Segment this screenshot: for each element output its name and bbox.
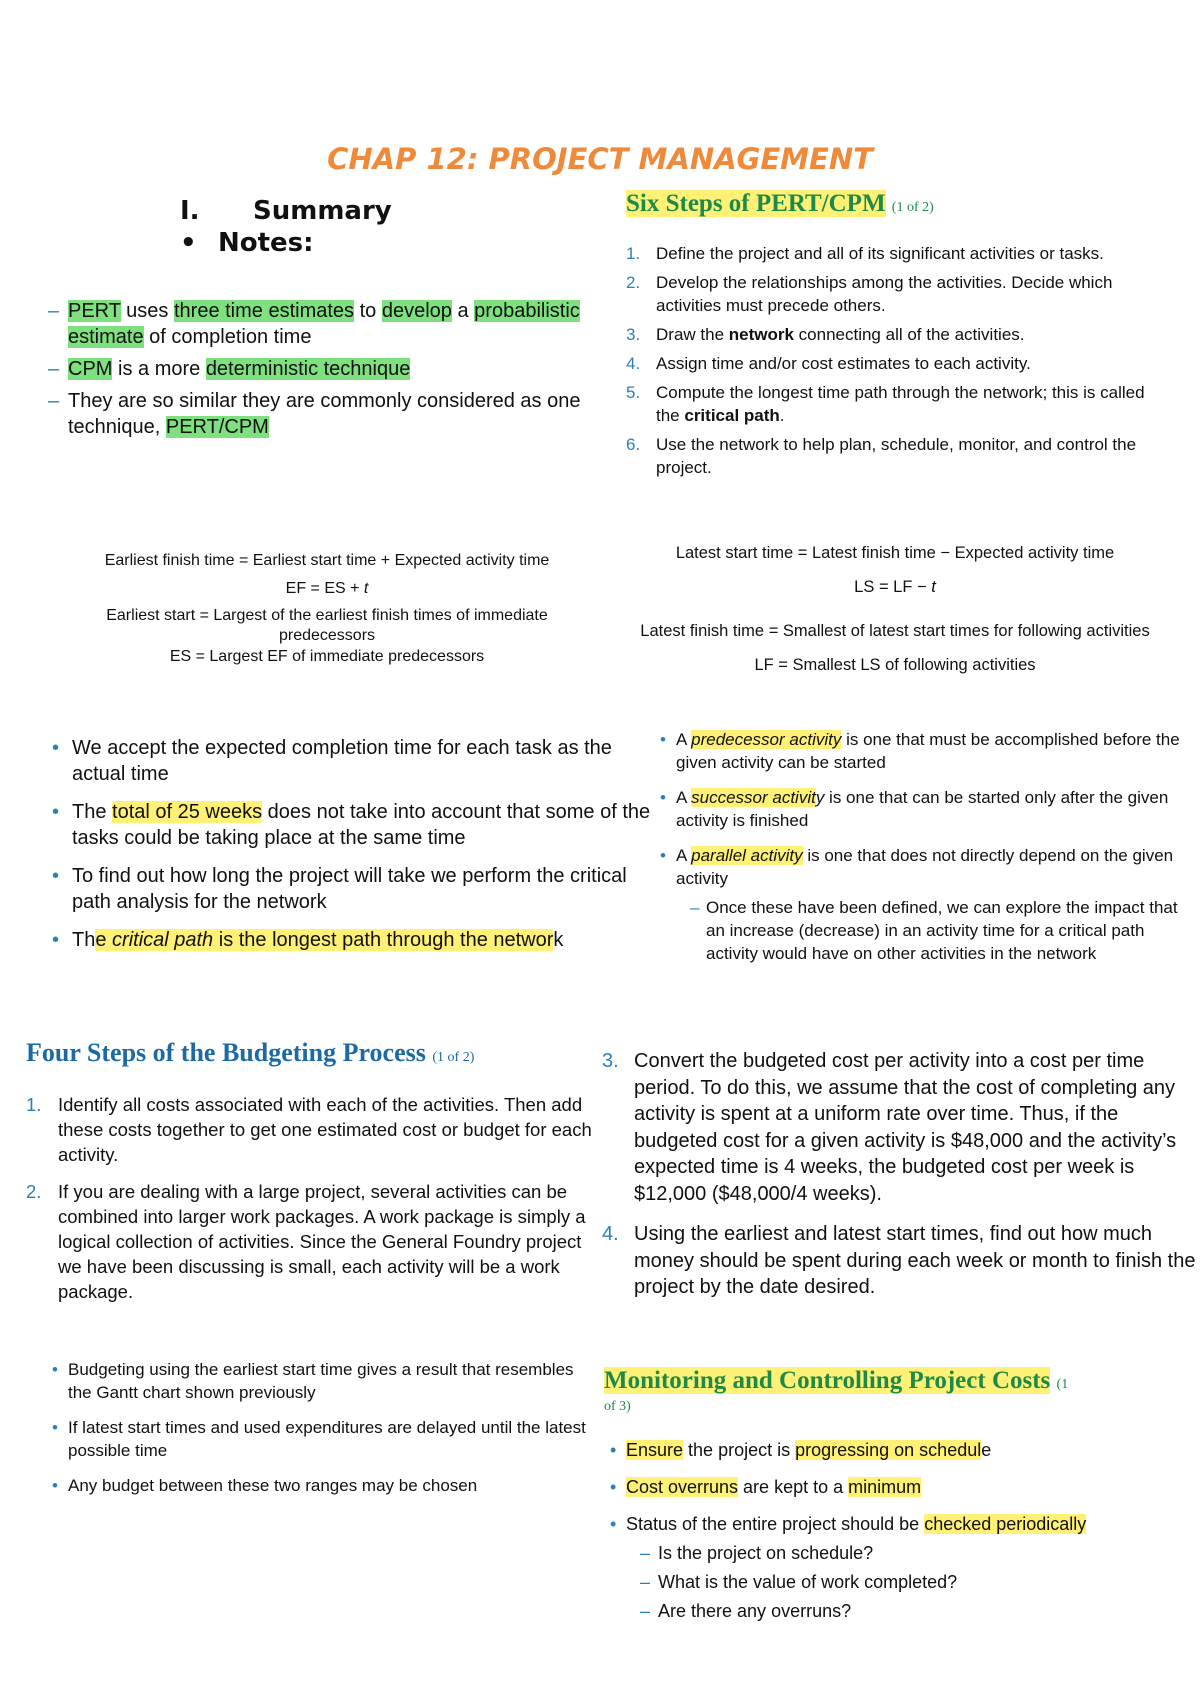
- list-item: [610, 1570, 1180, 1595]
- list-item: [610, 1475, 1180, 1500]
- dash-marker: –: [640, 1543, 651, 1563]
- bullet-marker: •: [610, 1514, 617, 1534]
- text: is one that does not directly depend on the given activity: [676, 846, 1174, 888]
- highlight: parallel activity: [691, 846, 803, 865]
- step-text: Convert the budgeted cost per activity into a cost per time period. To do this, we assume that the cost of completing any activity is spent at a uniform rate over time. Thus, if the budgeted cost for a given activity is $48,000 and the activity’s expected time is 4 weeks, the budgeted cost per week is $12,000 ($48,000/4 weeks).: [634, 1050, 1177, 1205]
- list-item: [48, 356, 588, 382]
- highlight: critical path: [112, 929, 214, 951]
- step-text: Identify all costs associated with each of the activities. Then add these costs together to get one estimated cost or budget for each activity.: [58, 1094, 592, 1165]
- list-item: [26, 1179, 596, 1304]
- highlight: three time estimates: [173, 300, 355, 322]
- step-text: Compute the longest time path through the network; this is called the: [656, 383, 1145, 425]
- step-number: 1.: [26, 1094, 42, 1115]
- bullet-marker: •: [52, 1360, 58, 1379]
- monitoring-list: [610, 1438, 1180, 1624]
- formula: Latest finish time = Smallest of latest start times for following activities: [640, 622, 1150, 640]
- step-text: Draw the: [656, 325, 729, 344]
- step-number: 3.: [602, 1050, 619, 1072]
- list-item: [626, 433, 1146, 479]
- bullet-marker: •: [660, 730, 666, 749]
- highlight: total of 25 weeks: [112, 801, 263, 823]
- bullet-marker: •: [52, 1418, 58, 1437]
- highlight: probabilistic estimate: [68, 300, 580, 348]
- text: Th: [72, 929, 96, 951]
- list-item: [52, 863, 652, 915]
- step-number: 4.: [602, 1223, 619, 1245]
- highlight: Cost overruns: [626, 1477, 739, 1497]
- formulas-right: [600, 542, 1190, 676]
- list-item: [52, 1358, 597, 1404]
- critical-notes: [52, 735, 652, 953]
- formula: [600, 576, 1190, 598]
- list-item: [626, 323, 1146, 346]
- bullet-marker: •: [610, 1440, 617, 1460]
- dash-marker: –: [640, 1601, 651, 1621]
- list-item: [660, 786, 1180, 832]
- pert-term: PERT: [68, 300, 121, 322]
- budget-notes: [52, 1358, 597, 1497]
- budget-steps-right: [602, 1048, 1197, 1301]
- bullet-marker: •: [660, 788, 666, 807]
- highlight: predecessor activity: [691, 730, 842, 749]
- step-text: If you are dealing with a large project, several activities can be combined into larger work packages. A work package is simply a logical collection of activities. Since the General Foundry project we have been discussing is small, each activity will be a work package.: [58, 1181, 586, 1302]
- formula-text: EF = ES +: [285, 580, 364, 597]
- text: A: [676, 788, 692, 807]
- heading-text: Four Steps of the Budgeting Process: [26, 1038, 426, 1067]
- budget-heading: [26, 1038, 474, 1068]
- text: The: [72, 801, 113, 823]
- step-number: 3.: [626, 325, 641, 344]
- formula-var: t: [363, 580, 369, 597]
- highlight: checked periodically: [924, 1514, 1087, 1534]
- dash-marker: –: [690, 898, 700, 917]
- heading-text: Monitoring and Controlling Project Costs: [604, 1367, 1051, 1394]
- text: the project is: [683, 1440, 796, 1460]
- formula: [62, 578, 592, 600]
- list-item: [602, 1221, 1197, 1301]
- text: are kept to a: [738, 1477, 849, 1497]
- bullet-marker: •: [52, 1476, 58, 1495]
- list-item: [52, 735, 652, 787]
- text: Budgeting using the earliest start time gives a result that resembles the Gantt chart shown previously: [68, 1360, 574, 1402]
- list-item: [48, 298, 588, 350]
- formula-var: t: [931, 578, 936, 596]
- highlight: minimum: [848, 1477, 922, 1497]
- highlight: develop: [381, 300, 452, 322]
- text: Are there any overruns?: [658, 1601, 852, 1621]
- text: Status of the entire project should be: [626, 1514, 925, 1534]
- text: is one that must be accomplished before the given activity can be started: [676, 730, 1180, 772]
- step-text: Using the earliest and latest start times, find out how much money should be spent during each week or month to finish the project by the date desired.: [634, 1223, 1196, 1298]
- list-item: [52, 1474, 597, 1497]
- text: They are so similar they are commonly considered as one technique,: [68, 390, 581, 438]
- six-steps-heading: [626, 190, 934, 218]
- step-text: Use the network to help plan, schedule, monitor, and control the project.: [656, 435, 1137, 477]
- list-item: [626, 271, 1146, 317]
- bullet-marker: •: [52, 929, 60, 951]
- list-item: [610, 1541, 1180, 1566]
- formula: LF = Smallest LS of following activities: [754, 656, 1036, 674]
- highlight: Ensure: [626, 1440, 684, 1460]
- text: To find out how long the project will take we perform the critical path analysis for the network: [72, 865, 627, 913]
- step-number: 5.: [626, 383, 641, 402]
- formula: Earliest finish time = Earliest start time + Expected activity time: [104, 552, 550, 569]
- highlight: PERT/CPM: [165, 416, 269, 438]
- highlight: e: [95, 929, 113, 951]
- list-item: [48, 388, 588, 440]
- budget-steps-left: [26, 1092, 596, 1304]
- text: is one that can be started only after the given activity is finished: [676, 788, 1169, 830]
- step-number: 2.: [626, 273, 641, 292]
- list-item: [602, 1048, 1197, 1207]
- dash-marker: –: [48, 390, 60, 412]
- text: is a more: [112, 358, 206, 380]
- list-item: [660, 728, 1180, 774]
- heading-sub: (1 of 2): [891, 200, 934, 215]
- list-item: [52, 927, 652, 953]
- text: k: [553, 929, 564, 951]
- step-text: Assign time and/or cost estimates to each activity.: [656, 354, 1031, 373]
- formula: ES = Largest EF of immediate predecessors: [169, 648, 485, 665]
- step-text: Define the project and all of its significant activities or tasks.: [656, 244, 1104, 263]
- step-text: .: [779, 406, 785, 425]
- list-item: [626, 381, 1146, 427]
- page-title: CHAP 12: PROJECT MANAGEMENT: [327, 142, 873, 176]
- heading-sub: (1: [1056, 1377, 1069, 1392]
- heading-text: Six Steps of PERT/CPM: [626, 190, 886, 217]
- summary-numeral: I.: [180, 196, 200, 226]
- highlight: is the longest path through the networ: [213, 929, 554, 951]
- pert-notes: [48, 298, 588, 440]
- text: We accept the expected completion time for each task as the actual time: [72, 737, 612, 785]
- dash-marker: –: [48, 300, 60, 322]
- step-text: Develop the relationships among the activities. Decide which activities must precede others.: [656, 273, 1113, 315]
- dash-marker: –: [640, 1572, 651, 1592]
- heading-sub: of 3): [604, 1399, 631, 1414]
- text: What is the value of work completed?: [658, 1572, 958, 1592]
- list-item: [52, 1416, 597, 1462]
- notes-bullet: •: [180, 228, 197, 258]
- step-bold: network: [728, 325, 794, 344]
- list-item: [610, 1438, 1180, 1463]
- text: y: [815, 788, 825, 807]
- list-item: [660, 844, 1180, 890]
- formula: Latest start time = Latest finish time − Expected activity time: [675, 544, 1115, 562]
- bullet-marker: •: [52, 865, 60, 887]
- highlight: successor activit: [691, 788, 816, 807]
- bullet-marker: •: [52, 801, 60, 823]
- activity-definitions: [660, 728, 1180, 965]
- monitoring-heading: [604, 1368, 1164, 1416]
- text: If latest start times and used expenditures are delayed until the latest possible time: [68, 1418, 586, 1460]
- highlight: progressing on schedul: [795, 1440, 982, 1460]
- text: uses: [120, 300, 174, 322]
- list-item: [626, 352, 1146, 375]
- list-item: [660, 896, 1180, 965]
- heading-sub: (1 of 2): [432, 1050, 475, 1065]
- bullet-marker: •: [52, 737, 60, 759]
- step-number: 2.: [26, 1181, 42, 1202]
- formulas-left: [62, 550, 592, 668]
- step-text: connecting all of the activities.: [793, 325, 1025, 344]
- step-number: 1.: [626, 244, 641, 263]
- step-number: 4.: [626, 354, 641, 373]
- step-bold: critical path: [684, 406, 780, 425]
- notes-heading: Notes:: [218, 228, 314, 258]
- step-number: 6.: [626, 435, 641, 454]
- bullet-marker: •: [660, 846, 666, 865]
- highlight: deterministic technique: [205, 358, 411, 380]
- formula: Earliest start = Largest of the earliest finish times of immediate predecessors: [106, 607, 548, 644]
- list-item: [626, 242, 1146, 265]
- text: a: [451, 300, 475, 322]
- text: Once these have been defined, we can explore the impact that an increase (decrease) in an activity time for a critical path activity would have on other activities in the network: [706, 898, 1178, 963]
- dash-marker: –: [48, 358, 60, 380]
- bullet-marker: •: [610, 1477, 617, 1497]
- text: Is the project on schedule?: [658, 1543, 874, 1563]
- text: A: [676, 730, 692, 749]
- text: of completion time: [143, 326, 312, 348]
- list-item: [610, 1512, 1180, 1537]
- text: does not take into account that some of the tasks could be taking place at the same time: [72, 801, 651, 849]
- list-item: [610, 1599, 1180, 1624]
- cpm-term: CPM: [68, 358, 113, 380]
- formula-text: LS = LF −: [854, 578, 932, 596]
- six-steps-list: [626, 242, 1146, 479]
- text: to: [354, 300, 382, 322]
- text: Any budget between these two ranges may be chosen: [68, 1476, 478, 1495]
- list-item: [26, 1092, 596, 1167]
- text: A: [676, 846, 692, 865]
- summary-heading: Summary: [253, 196, 392, 226]
- text: e: [981, 1440, 992, 1460]
- list-item: [52, 799, 652, 851]
